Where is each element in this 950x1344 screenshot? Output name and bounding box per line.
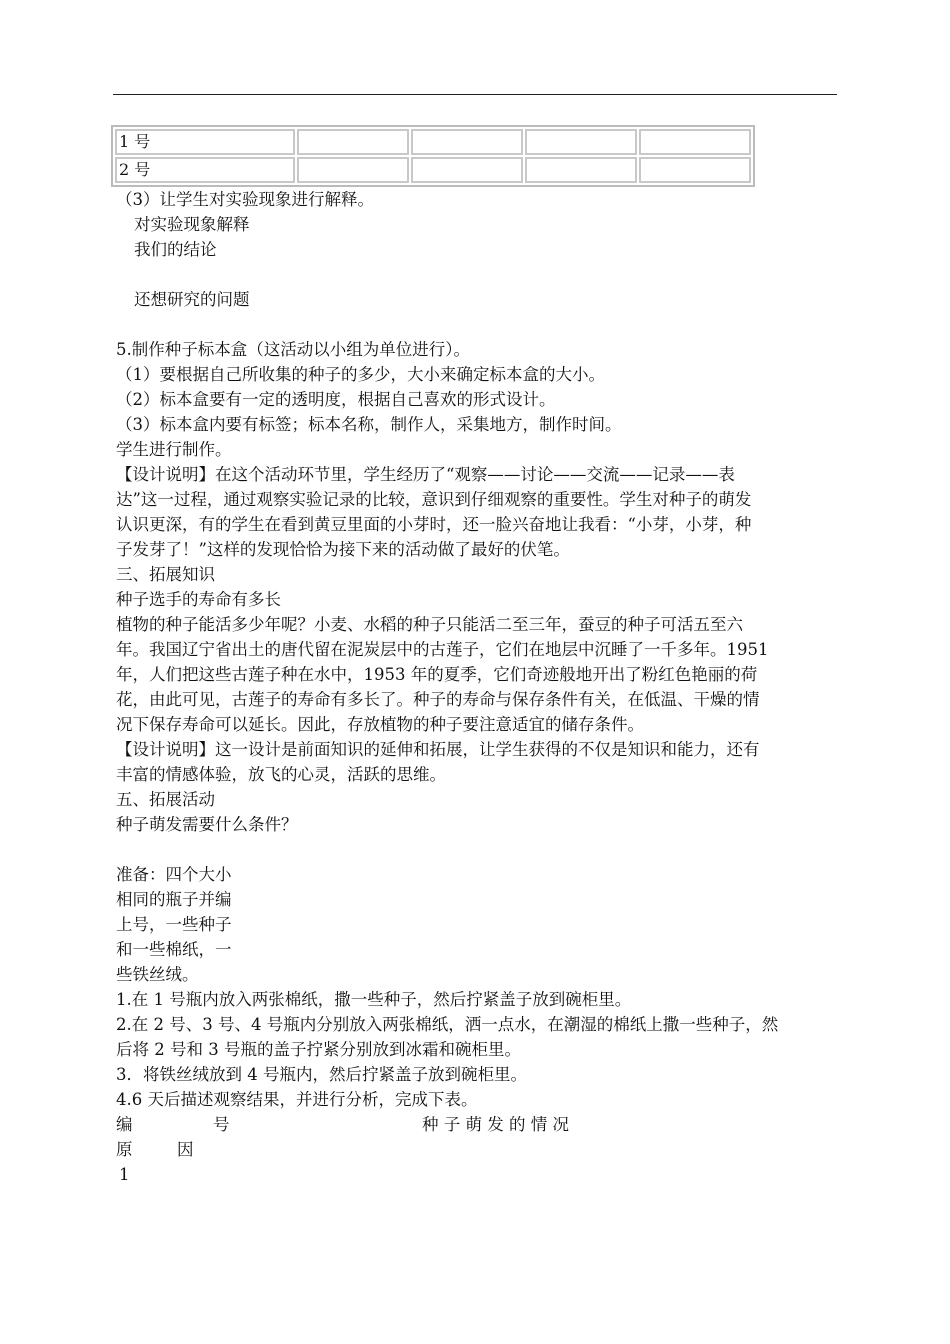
paragraph-line: 达”这一过程，通过观察实验记录的比较，意识到仔细观察的重要性。学生对种子的萌发 (116, 490, 752, 509)
table-cell (411, 157, 523, 183)
result-header-row2-col2: 因 (177, 1140, 194, 1159)
paragraph-line: 相同的瓶子并编 (116, 890, 232, 909)
table-cell (297, 157, 409, 183)
paragraph-line: 子发芽了！”这样的发现恰恰为接下来的活动做了最好的伏笔。 (116, 540, 570, 559)
result-header-col1: 编 (116, 1115, 133, 1134)
paragraph-line: 还想研究的问题 (134, 290, 250, 309)
paragraph-line: 花，由此可见，古莲子的寿命有多长了。种子的寿命与保存条件有关，在低温、干燥的情 (116, 690, 760, 709)
section-heading: 三、拓展知识 (116, 565, 215, 584)
paragraph-line: 学生进行制作。 (116, 440, 232, 459)
paragraph-line: 和一些棉纸，一 (116, 940, 232, 959)
paragraph-line: 我们的结论 (134, 240, 217, 259)
paragraph-line: （3）标本盒内要有标签；标本名称，制作人，采集地方，制作时间。 (116, 415, 622, 434)
paragraph-line: （2）标本盒要有一定的透明度，根据自己喜欢的形式设计。 (116, 390, 556, 409)
paragraph-line: 植物的种子能活多少年呢？小麦、水稻的种子只能活二至三年，蚕豆的种子可活五至六 (116, 615, 743, 634)
result-header-col3: 种 子 萌 发 的 情 况 (422, 1115, 569, 1134)
table-cell (411, 129, 523, 155)
result-row-number: 1 (119, 1165, 130, 1184)
paragraph-line: 【设计说明】这一设计是前面知识的延伸和拓展，让学生获得的不仅是知识和能力，还有 (116, 740, 760, 759)
header-rule (113, 94, 837, 95)
paragraph-line: 况下保存寿命可以延长。因此，存放植物的种子要注意适宜的储存条件。 (116, 715, 644, 734)
paragraph-line: 认识更深，有的学生在看到黄豆里面的小芽时，还一脸兴奋地让我看：“小芽，小芽，种 (116, 515, 752, 534)
table-cell (525, 157, 637, 183)
paragraph-line: 丰富的情感体验，放飞的心灵，活跃的思维。 (116, 765, 446, 784)
paragraph-line: 些铁丝绒。 (116, 965, 199, 984)
paragraph-line: 后将 2 号和 3 号瓶的盖子拧紧分别放到冰霜和碗柜里。 (116, 1040, 521, 1059)
paragraph-line: 准备：四个大小 (116, 865, 232, 884)
table-cell (525, 129, 637, 155)
row-label: 2 号 (115, 157, 295, 183)
subheading: 种子萌发需要什么条件？ (116, 815, 298, 834)
row-label: 1 号 (115, 129, 295, 155)
section-heading: 五、拓展活动 (116, 790, 215, 809)
paragraph-line: 年。我国辽宁省出土的唐代留在泥炭层中的古莲子，它们在地层中沉睡了一千多年。1951 (116, 640, 769, 659)
table-row (115, 157, 751, 183)
subheading: 种子选手的寿命有多长 (116, 590, 281, 609)
table-cell (639, 157, 751, 183)
paragraph-line: 【设计说明】在这个活动环节里，学生经历了“观察——讨论——交流——记录——表 (116, 465, 735, 484)
paragraph-line: （3）让学生对实验现象进行解释。 (116, 190, 374, 209)
paragraph-line: 对实验现象解释 (134, 215, 250, 234)
table-row (115, 129, 751, 155)
paragraph-line: 1.在 1 号瓶内放入两张棉纸，撒一些种子，然后拧紧盖子放到碗柜里。 (116, 990, 632, 1009)
paragraph-line: 2.在 2 号、3 号、4 号瓶内分别放入两张棉纸，洒一点水，在潮湿的棉纸上撒一些种子，然 (116, 1015, 779, 1034)
result-header-col2: 号 (213, 1115, 230, 1134)
paragraph-line: 3．将铁丝绒放到 4 号瓶内，然后拧紧盖子放到碗柜里。 (116, 1065, 527, 1084)
paragraph-line: 年，人们把这些古莲子种在水中，1953 年的夏季，它们奇迹般地开出了粉红色艳丽的荷 (116, 665, 758, 684)
paragraph-line: 上号，一些种子 (116, 915, 232, 934)
table-cell (639, 129, 751, 155)
section-heading: 5.制作种子标本盒（这活动以小组为单位进行）。 (116, 340, 470, 359)
paragraph-line: 4.6 天后描述观察结果，并进行分析，完成下表。 (116, 1090, 478, 1109)
observation-table (111, 125, 755, 187)
result-header-row2-col1: 原 (116, 1140, 133, 1159)
table-cell (297, 129, 409, 155)
paragraph-line: （1）要根据自己所收集的种子的多少，大小来确定标本盒的大小。 (116, 365, 605, 384)
